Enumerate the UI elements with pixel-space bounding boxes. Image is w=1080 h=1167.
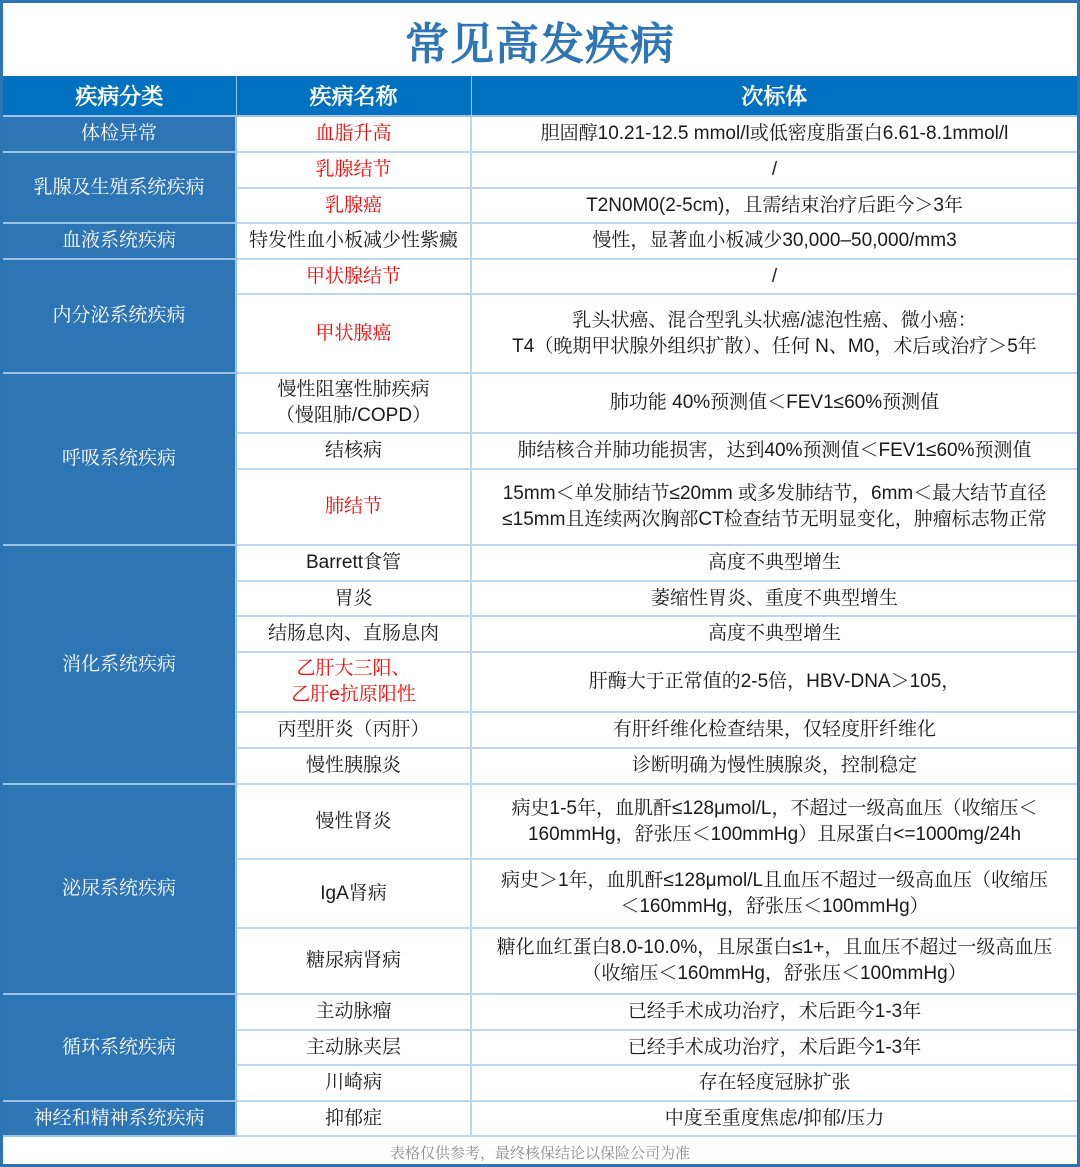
criteria-line: 病史＞1年，血肌酐≤128μmol/L且血压不超过一级高血压（收缩压 bbox=[500, 869, 1049, 891]
disease-name-line: 乙肝e抗原阳性 bbox=[291, 684, 416, 705]
criteria-cell bbox=[471, 928, 1077, 994]
criteria-cell: 慢性，显著血小板减少30,000–50,000/mm3 bbox=[471, 223, 1077, 259]
category-cell: 乳腺及生殖系统疾病 bbox=[3, 152, 236, 223]
category-cell: 泌尿系统疾病 bbox=[3, 784, 236, 994]
header-disease-name: 疾病名称 bbox=[236, 76, 471, 116]
disease-name-cell: IgA肾病 bbox=[236, 859, 471, 928]
disease-name-cell: 肺结节 bbox=[236, 469, 471, 545]
criteria-cell bbox=[471, 784, 1077, 859]
table-row bbox=[3, 784, 1077, 859]
disease-name-cell: 慢性肾炎 bbox=[236, 784, 471, 859]
category-cell: 体检异常 bbox=[3, 116, 236, 152]
disease-name-cell bbox=[236, 652, 471, 712]
criteria-cell: 高度不典型增生 bbox=[471, 545, 1077, 581]
category-cell: 呼吸系统疾病 bbox=[3, 373, 236, 545]
criteria-cell bbox=[471, 859, 1077, 928]
disease-name-line: 乙肝大三阳、 bbox=[296, 658, 411, 679]
criteria-cell: 肝酶大于正常值的2-5倍，HBV-DNA＞105， bbox=[471, 652, 1077, 712]
table-row bbox=[3, 223, 1077, 259]
category-cell: 内分泌系统疾病 bbox=[3, 259, 236, 373]
disclaimer-note: 表格仅供参考，最终核保结论以保险公司为准 bbox=[389, 1144, 690, 1162]
disease-name-cell: 甲状腺结节 bbox=[236, 259, 471, 294]
disease-name-cell: 甲状腺癌 bbox=[236, 294, 471, 373]
table-row bbox=[3, 373, 1077, 433]
criteria-line: ＜160mmHg，舒张压＜100mmHg） bbox=[620, 895, 929, 917]
criteria-line: 160mmHg，舒张压＜100mmHg）且尿蛋白<=1000mg/24h bbox=[527, 823, 1022, 845]
criteria-cell: 肺功能 40%预测值＜FEV1≤60%预测值 bbox=[471, 373, 1077, 433]
table-row bbox=[3, 994, 1077, 1030]
criteria-cell: 萎缩性胃炎、重度不典型增生 bbox=[471, 581, 1077, 616]
criteria-cell: 已经手术成功治疗，术后距今1-3年 bbox=[471, 994, 1077, 1030]
table-row bbox=[3, 259, 1077, 294]
category-cell: 消化系统疾病 bbox=[3, 545, 236, 784]
criteria-cell: 有肝纤维化检查结果，仅轻度肝纤维化 bbox=[471, 712, 1077, 748]
criteria-line: 病史1-5年，血肌酐≤128μmol/L，不超过一级高血压（收缩压＜ bbox=[511, 797, 1038, 819]
page-title: 常见高发疾病 bbox=[3, 3, 1077, 79]
criteria-cell: 中度至重度焦虑/抑郁/压力 bbox=[471, 1101, 1077, 1136]
table-row bbox=[3, 116, 1077, 152]
criteria-line: T4（晚期甲状腺外组织扩散）、任何 N、M0，术后或治疗＞5年 bbox=[512, 335, 1037, 357]
disease-name-line: 慢性阻塞性肺疾病 bbox=[277, 379, 430, 400]
disease-name-cell: 抑郁症 bbox=[236, 1101, 471, 1136]
disease-name-cell: 川崎病 bbox=[236, 1065, 471, 1101]
disease-name-cell: 糖尿病肾病 bbox=[236, 928, 471, 994]
disease-name-cell bbox=[236, 373, 471, 433]
disease-name-cell: 结肠息肉、直肠息肉 bbox=[236, 616, 471, 652]
disease-name-line: （慢阻肺/COPD） bbox=[275, 405, 432, 426]
disease-name-cell: 慢性胰腺炎 bbox=[236, 748, 471, 784]
criteria-line: ≤15mm且连续两次胸部CT检查结节无明显变化，肿瘤标志物正常 bbox=[502, 509, 1047, 530]
criteria-line: （收缩压＜160mmHg，舒张压＜100mmHg） bbox=[582, 963, 967, 984]
criteria-cell: 已经手术成功治疗，术后距今1-3年 bbox=[471, 1030, 1077, 1065]
disease-name-cell: 乳腺癌 bbox=[236, 188, 471, 223]
table-row bbox=[3, 152, 1077, 188]
category-cell: 神经和精神系统疾病 bbox=[3, 1101, 236, 1136]
criteria-cell: 胆固醇10.21-12.5 mmol/l或低密度脂蛋白6.61-8.1mmol/l bbox=[471, 116, 1077, 152]
criteria-cell bbox=[471, 294, 1077, 373]
header-category: 疾病分类 bbox=[3, 76, 236, 116]
disease-name-cell: 乳腺结节 bbox=[236, 152, 471, 188]
table-row bbox=[3, 545, 1077, 581]
criteria-line: 乳头状癌、混合型乳头状癌/滤泡性癌、微小癌： bbox=[572, 309, 977, 331]
criteria-cell bbox=[471, 469, 1077, 545]
criteria-line: 糖化血红蛋白8.0-10.0%，且尿蛋白≤1+，且血压不超过一级高血压 bbox=[496, 937, 1053, 958]
criteria-cell: / bbox=[471, 152, 1077, 188]
category-cell: 循环系统疾病 bbox=[3, 994, 236, 1101]
disease-name-cell: Barrett食管 bbox=[236, 545, 471, 581]
criteria-cell: 高度不典型增生 bbox=[471, 616, 1077, 652]
criteria-cell: 肺结核合并肺功能损害，达到40%预测值＜FEV1≤60%预测值 bbox=[471, 433, 1077, 469]
disease-name-cell: 胃炎 bbox=[236, 581, 471, 616]
criteria-line: 15mm＜单发肺结节≤20mm 或多发肺结节，6mm＜最大结节直径 bbox=[502, 483, 1047, 504]
disease-name-cell: 特发性血小板减少性紫癜 bbox=[236, 223, 471, 259]
disease-name-cell: 血脂升高 bbox=[236, 116, 471, 152]
header-criteria: 次标体 bbox=[471, 76, 1077, 116]
disease-name-cell: 结核病 bbox=[236, 433, 471, 469]
criteria-cell: T2N0M0(2-5cm)，且需结束治疗后距今＞3年 bbox=[471, 188, 1077, 223]
disease-name-cell: 丙型肝炎（丙肝） bbox=[236, 712, 471, 748]
disease-table bbox=[3, 76, 1077, 1137]
category-cell: 血液系统疾病 bbox=[3, 223, 236, 259]
criteria-cell: 存在轻度冠脉扩张 bbox=[471, 1065, 1077, 1101]
disease-name-cell: 主动脉瘤 bbox=[236, 994, 471, 1030]
table-row bbox=[3, 1101, 1077, 1136]
criteria-cell: 诊断明确为慢性胰腺炎，控制稳定 bbox=[471, 748, 1077, 784]
criteria-cell: / bbox=[471, 259, 1077, 294]
table-header-row bbox=[3, 76, 1077, 116]
disease-name-cell: 主动脉夹层 bbox=[236, 1030, 471, 1065]
